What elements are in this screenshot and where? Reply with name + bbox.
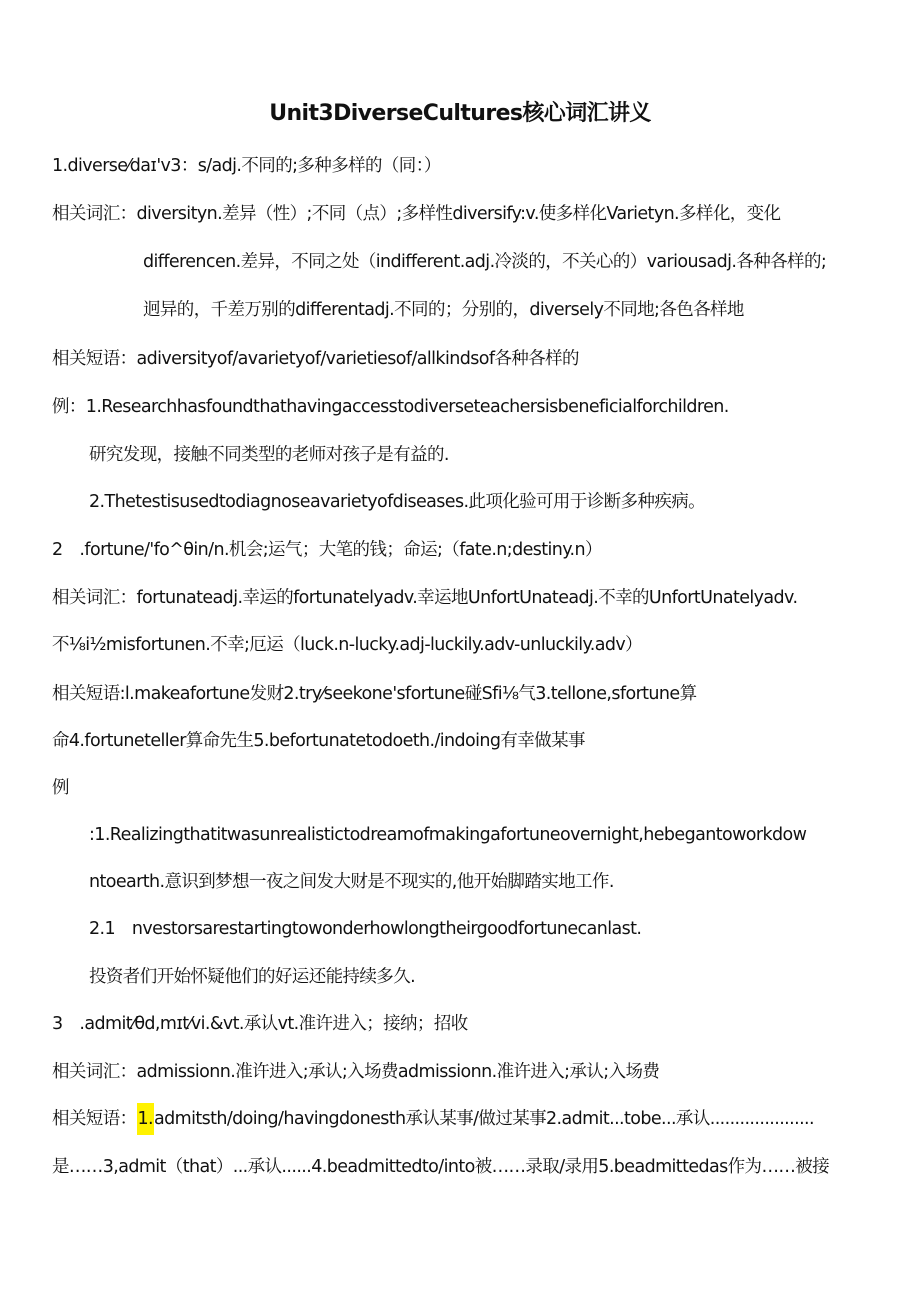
related-phrases-text: admitsth/doing/havingdonesth承认某事/做过某事2.admit...tobe...承认..................... [154,1109,814,1129]
entry-3-related-phrases [52,1108,814,1130]
entry-2-example-1: :1.Realizingthatitwasunrealistictodreamofmakingafortuneovernight,hebegantoworkdow [89,825,807,845]
related-phrases-label: 相关短语： [52,1109,137,1129]
page-title: Unit3DiverseCultures核心词汇讲义 [269,101,651,126]
highlighted-number: 1. [137,1103,155,1135]
entry-1-example-1-translation: 研究发现，接触不同类型的老师对孩子是有益的. [89,445,449,465]
entry-2-heading: 2 .fortune/'fo^θin/n.机会;运气；大笔的钱；命运;（fate.n;destiny.n） [52,540,602,560]
entry-3-related-phrases-cont: 是……3,admit（that）...承认......4.beadmittedto/into被……录取/录用5.beadmittedas作为……被接 [52,1157,830,1177]
entry-1-related-words-cont-2: 迥异的，千差万别的differentadj.不同的；分别的，diversely不同地;各色各样地 [143,300,744,320]
entry-1-related-words-cont-1: differencen.差异，不同之处（indifferent.adj.冷淡的，不关心的）variousadj.各种各样的; [143,252,827,272]
entry-2-example-2: 2.1 nvestorsarestartingtowonderhowlongtheirgoodfortunecanlast. [89,919,642,939]
entry-3-heading: 3 .admit⁄θd,mɪt⁄vi.&vt.承认vt.准许进入；接纳；招收 [52,1014,468,1034]
entry-1-related-words: 相关词汇：diversityn.差异（性）;不同（点）;多样性diversify:v.使多样化Varietyn.多样化，变化 [52,204,781,224]
entry-2-related-phrases-cont: 命4.fortuneteller算命先生5.befortunatetodoeth./indoing有幸做某事 [52,731,585,751]
entry-2-related-words: 相关词汇：fortunateadj.幸运的fortunatelyadv.幸运地UnfortUnateadj.不幸的UnfortUnatelyadv. [52,588,798,608]
entry-1-example-1: 例：1.Researchhasfoundthathavingaccesstodiverseteachersisbeneficialforchildren. [52,397,729,417]
entry-2-related-phrases: 相关短语:l.makeafortune发财2.try⁄seekone'sfortune碰Sfi⅛气3.tellone,sfortune算 [52,684,697,704]
entry-1-heading: 1.diverse⁄daɪ'v3：s/adj.不同的;多种多样的（同：） [52,156,441,176]
entry-3-related-words: 相关词汇：admissionn.准许进入;承认;入场费admissionn.准许进入;承认;入场费 [52,1062,660,1082]
entry-1-related-phrases: 相关短语：adiversityof/avarietyof/varietiesof/allkindsof各种各样的 [52,349,579,369]
entry-1-example-2: 2.Thetestisusedtodiagnoseavarietyofdiseases.此项化验可用于诊断多种疾病。 [89,492,706,512]
entry-2-related-words-cont: 不⅛i½misfortunen.不幸;厄运（luck.n-lucky.adj-luckily.adv-unluckily.adv） [52,635,643,655]
entry-2-example-2-translation: 投资者们开始怀疑他们的好运还能持续多久. [89,967,416,987]
entry-2-example-1-cont: ntoearth.意识到梦想一夜之间发大财是不现实的,他开始脚踏实地工作. [89,872,614,892]
entry-2-example-label: 例 [52,778,69,798]
